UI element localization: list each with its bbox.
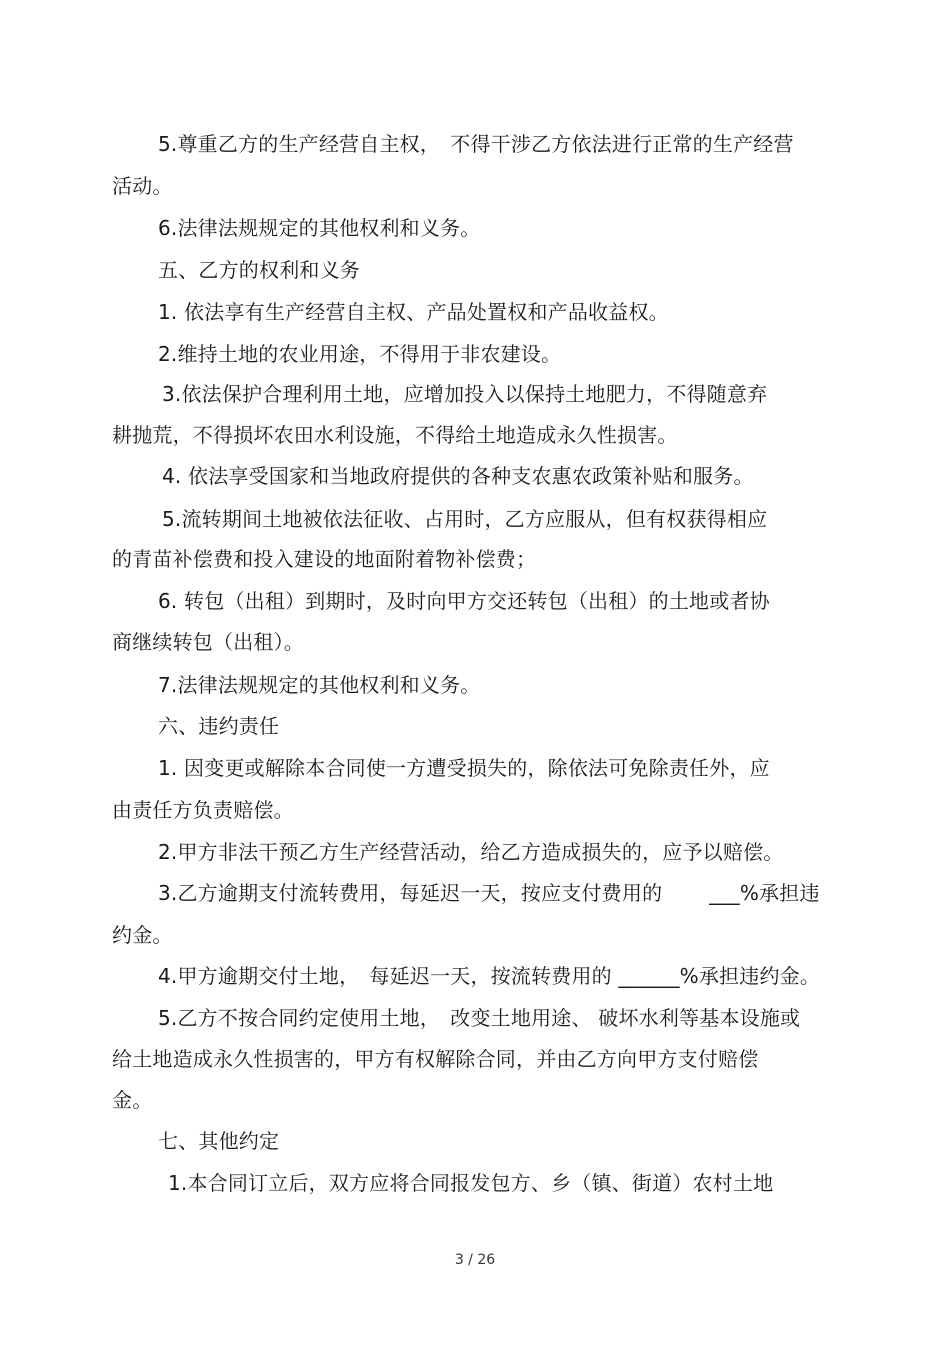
paragraph-line: 耕抛荒，不得损坏农田水利设施，不得给土地造成永久性损害。 [112, 423, 678, 447]
paragraph-line: 4. 依法享受国家和当地政府提供的各种支农惠农政策补贴和服务。 [162, 464, 754, 488]
paragraph-line: 的青苗补偿费和投入建设的地面附着物补偿费； [112, 547, 537, 571]
paragraph-line: 5.乙方不按合同约定使用土地， 改变土地用途、 破坏水利等基本设施或 [158, 1006, 801, 1030]
paragraph-line: 5.流转期间土地被依法征收、占用时，乙方应服从，但有权获得相应 [162, 507, 768, 531]
paragraph-line: 2.维持土地的农业用途，不得用于非农建设。 [158, 342, 562, 366]
section-heading: 五、乙方的权利和义务 [158, 258, 360, 282]
section-heading: 七、其他约定 [158, 1129, 280, 1153]
paragraph-line: 6. 转包（出租）到期时，及时向甲方交还转包（出租）的土地或者协 [158, 589, 770, 613]
paragraph-line: 给土地造成永久性损害的，甲方有权解除合同，并由乙方向甲方支付赔偿 [112, 1047, 759, 1071]
paragraph-line: 商继续转包（出租）。 [112, 630, 304, 654]
paragraph-line: 7.法律法规规定的其他权利和义务。 [158, 673, 481, 697]
page-number: 3 / 26 [454, 1252, 496, 1268]
paragraph-line: 2.甲方非法干预乙方生产经营活动，给乙方造成损失的，应予以赔偿。 [158, 840, 784, 864]
paragraph-line: 约金。 [112, 923, 173, 947]
paragraph-line: 6.法律法规规定的其他权利和义务。 [158, 216, 481, 240]
paragraph-line: 3.依法保护合理利用土地，应增加投入以保持土地肥力，不得随意弃 [162, 382, 768, 406]
paragraph-line: 金。 [112, 1088, 153, 1112]
paragraph-line: 1.本合同订立后，双方应将合同报发包方、乡（镇、街道）农村土地 [168, 1171, 774, 1195]
paragraph-line: 1. 因变更或解除本合同使一方遭受损失的，除依法可免除责任外，应 [158, 756, 770, 780]
paragraph-line: 3.乙方逾期支付流转费用，每延迟一天，按应支付费用的 ___%承担违 [158, 881, 820, 905]
paragraph-line: 活动。 [112, 174, 173, 198]
paragraph-line: 4.甲方逾期交付土地， 每延迟一天，按流转费用的 ______%承担违约金。 [158, 964, 821, 988]
paragraph-line: 5.尊重乙方的生产经营自主权， 不得干涉乙方依法进行正常的生产经营 [158, 132, 794, 156]
paragraph-line: 由责任方负责赔偿。 [112, 798, 294, 822]
section-heading: 六、违约责任 [158, 714, 280, 738]
paragraph-line: 1. 依法享有生产经营自主权、产品处置权和产品收益权。 [158, 300, 669, 324]
